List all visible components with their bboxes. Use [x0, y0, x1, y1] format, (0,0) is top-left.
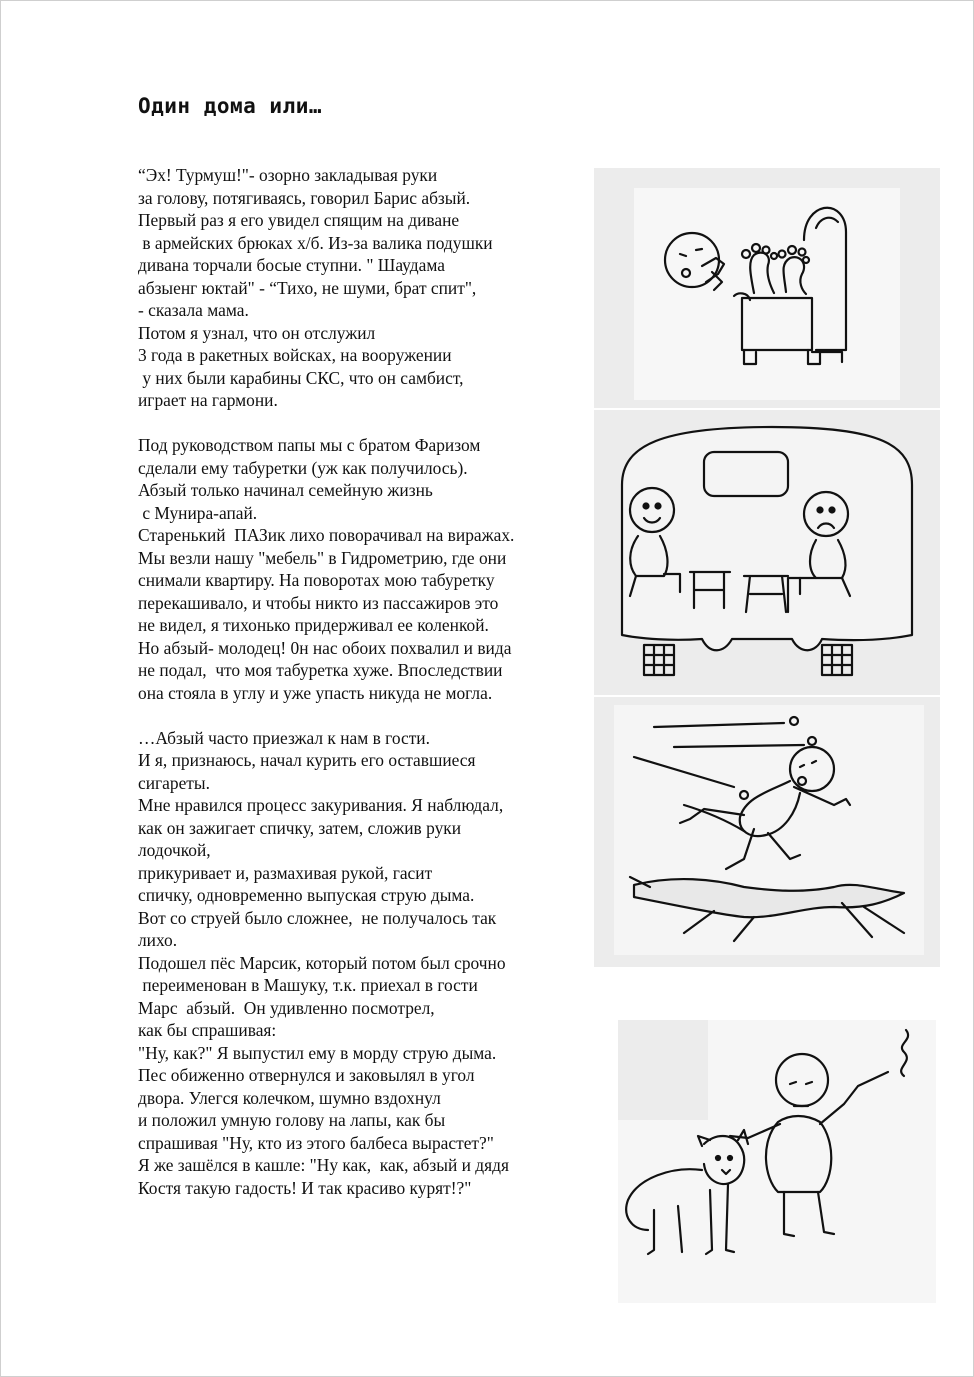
- paragraph: [138, 164, 588, 412]
- text-line: лихо.: [138, 930, 178, 950]
- text-line: сигареты.: [138, 772, 210, 793]
- text-line: Пес обиженно отвернулся и заковылял в угол: [138, 1065, 475, 1085]
- text-line: …Абзый часто приезжал к нам в гости.: [138, 727, 430, 748]
- text-line: лодочкой,: [138, 840, 211, 860]
- text-line: не подал, что моя табуретка хуже. Впоследствии: [138, 660, 503, 680]
- sketch-shush: [594, 168, 940, 408]
- text-line: не видел, я тихонько придерживал ее коленкой.: [138, 615, 489, 635]
- text-line: Мне нравился процесс закуривания. Я наблюдал,: [138, 795, 504, 815]
- text-line: за голову, потягиваясь, говорил Барис абзый.: [138, 187, 471, 208]
- text-line: в армейских брюках х/б. Из-за валика подушки: [138, 232, 493, 253]
- paragraph-gap: [138, 412, 588, 435]
- text-line: Абзый только начинал семейную жизнь: [138, 480, 433, 500]
- text-line: “Эх! Турмуш!"- озорно закладывая руки: [138, 165, 438, 185]
- text-line: дивана торчали босые ступни. " Шаудама: [138, 255, 445, 275]
- sketch-smoking-dog: [618, 1020, 936, 1303]
- text-line: Мы везли нашу "мебель" в Гидрометрию, где они: [138, 547, 507, 568]
- text-line: с Мунира-апай.: [138, 502, 258, 523]
- text-line: как он зажигает спичку, затем, сложив руки: [138, 817, 462, 838]
- text-line: Под руководством папы мы с братом Фаризом: [138, 435, 481, 455]
- page-title: Один дома или…: [138, 94, 323, 118]
- text-line: спрашивая "Ну, кто из этого балбеса вырастет?": [138, 1132, 494, 1153]
- sketch-bus: [594, 410, 940, 695]
- text-line: она стояла в углу и уже упасть никуда не могла.: [138, 682, 493, 703]
- text-line: И я, признаюсь, начал курить его оставшиеся: [138, 750, 476, 770]
- text-line: Я же зашёлся в кашле: "Ну как, как, абзый и дядя: [138, 1155, 509, 1175]
- paragraph: [138, 727, 588, 1200]
- text-line: перекашивало, и чтобы никто из пассажиров это: [138, 592, 499, 613]
- text-line: снимали квартиру. На поворотах мою табуретку: [138, 570, 495, 590]
- text-line: двора. Улегся колечком, шумно вздохнул: [138, 1087, 441, 1108]
- text-line: Потом я узнал, что он отслужил: [138, 322, 376, 343]
- text-line: сделали ему табуретки (уж как получилось).: [138, 457, 468, 478]
- text-line: у них были карабины СКС, что он самбист,: [138, 367, 464, 388]
- text-line: - сказала мама.: [138, 300, 249, 320]
- text-line: Старенький ПАЗик лихо поворачивал на виражах.: [138, 525, 515, 545]
- paragraph: [138, 434, 588, 704]
- text-line: Подошел пёс Марсик, который потом был срочно: [138, 952, 506, 973]
- text-line: Вот со струей было сложнее, не получалось так: [138, 907, 497, 928]
- text-line: "Ну, как?" Я выпустил ему в морду струю дыма.: [138, 1042, 497, 1063]
- text-line: Но абзый- молодец! 0н нас обоих похвалил и вида: [138, 637, 512, 658]
- text-line: Марс абзый. Он удивленно посмотрел,: [138, 997, 435, 1018]
- paragraph-gap: [138, 704, 588, 727]
- text-line: спичку, одновременно выпуская струю дыма.: [138, 885, 475, 905]
- text-line: Костя такую гадость! И так красиво курят!?": [138, 1177, 472, 1198]
- sketch-running: [594, 697, 940, 967]
- text-line: и положил умную голову на лапы, как бы: [138, 1110, 446, 1130]
- text-line: играет на гармони.: [138, 390, 278, 410]
- paragraph-container: [138, 164, 588, 1199]
- text-line: Первый раз я его увидел спящим на диване: [138, 210, 460, 230]
- story-text: [138, 164, 588, 1199]
- text-line: 3 года в ракетных войсках, на вооружении: [138, 345, 452, 365]
- text-line: переименован в Машуку, т.к. приехал в гости: [138, 975, 478, 995]
- text-line: абзыенг юктай" - “Тихо, не шуми, брат спит",: [138, 277, 477, 298]
- text-line: прикуривает и, размахивая рукой, гасит: [138, 862, 433, 883]
- text-line: как бы спрашивая:: [138, 1020, 277, 1040]
